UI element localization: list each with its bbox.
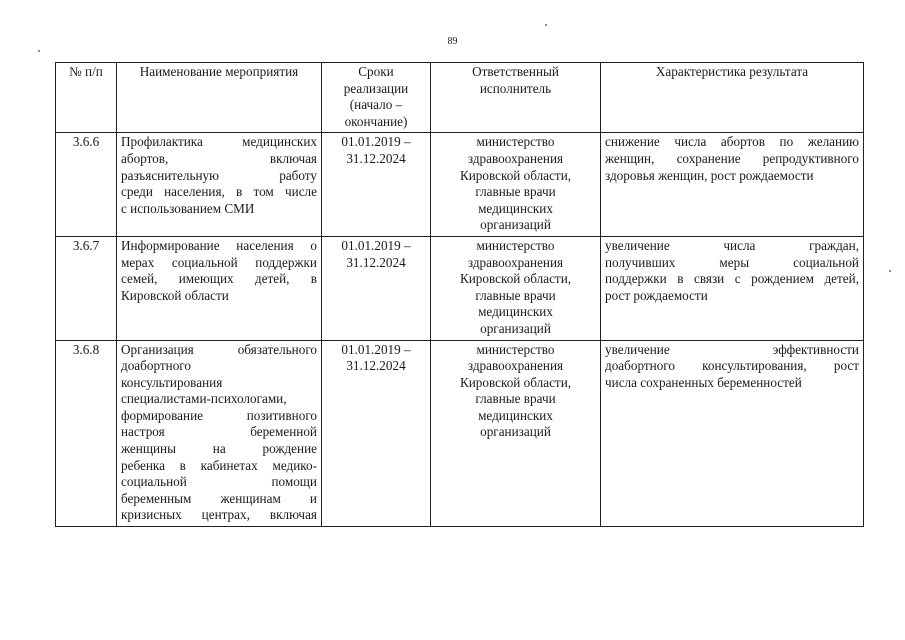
responsible-executor: министерство здравоохранения Кировской области, главные врачи медицинских организаций bbox=[431, 236, 601, 340]
row-number: 3.6.7 bbox=[56, 236, 117, 340]
table-row bbox=[56, 236, 864, 340]
header-num: № п/п bbox=[56, 63, 117, 133]
activity-name: Организация обязательного доабортного консультирования специалистами-психологами, формирование позитивного настроя беременной женщины на рождение ребенка в кабинетах медико- социальной помощи беременным женщинам и кризисных центрах, включая bbox=[117, 340, 322, 527]
implementation-dates: 01.01.2019 – 31.12.2024 bbox=[322, 340, 431, 527]
page-number: 89 bbox=[447, 36, 458, 47]
implementation-dates: 01.01.2019 – 31.12.2024 bbox=[322, 236, 431, 340]
result-description: увеличение эффективности доабортного консультирования, рост числа сохраненных беременностей bbox=[601, 340, 864, 527]
result-description: увеличение числа граждан, получивших меры социальной поддержки в связи с рождением детей, рост рождаемости bbox=[601, 236, 864, 340]
implementation-dates: 01.01.2019 – 31.12.2024 bbox=[322, 133, 431, 237]
activity-name: Информирование населения о мерах социальной поддержки семей, имеющих детей, в Кировской области bbox=[117, 236, 322, 340]
scan-speck bbox=[889, 270, 891, 272]
activity-name: Профилактика медицинских абортов, включая разъяснительную работу среди населения, в том числе с использованием СМИ bbox=[117, 133, 322, 237]
scan-speck bbox=[545, 24, 547, 26]
header-name: Наименование мероприятия bbox=[117, 63, 322, 133]
table-row bbox=[56, 133, 864, 237]
header-result: Характеристика результата bbox=[601, 63, 864, 133]
header-executor: Ответственный исполнитель bbox=[431, 63, 601, 133]
row-number: 3.6.8 bbox=[56, 340, 117, 527]
scan-speck bbox=[38, 50, 40, 52]
responsible-executor: министерство здравоохранения Кировской области, главные врачи медицинских организаций bbox=[431, 133, 601, 237]
activities-table bbox=[55, 62, 864, 527]
responsible-executor: министерство здравоохранения Кировской области, главные врачи медицинских организаций bbox=[431, 340, 601, 527]
result-description: снижение числа абортов по желанию женщин, сохранение репродуктивного здоровья женщин, рост рождаемости bbox=[601, 133, 864, 237]
table-header-row bbox=[56, 63, 864, 133]
header-dates: Сроки реализации (начало – окончание) bbox=[322, 63, 431, 133]
row-number: 3.6.6 bbox=[56, 133, 117, 237]
table-row bbox=[56, 340, 864, 527]
